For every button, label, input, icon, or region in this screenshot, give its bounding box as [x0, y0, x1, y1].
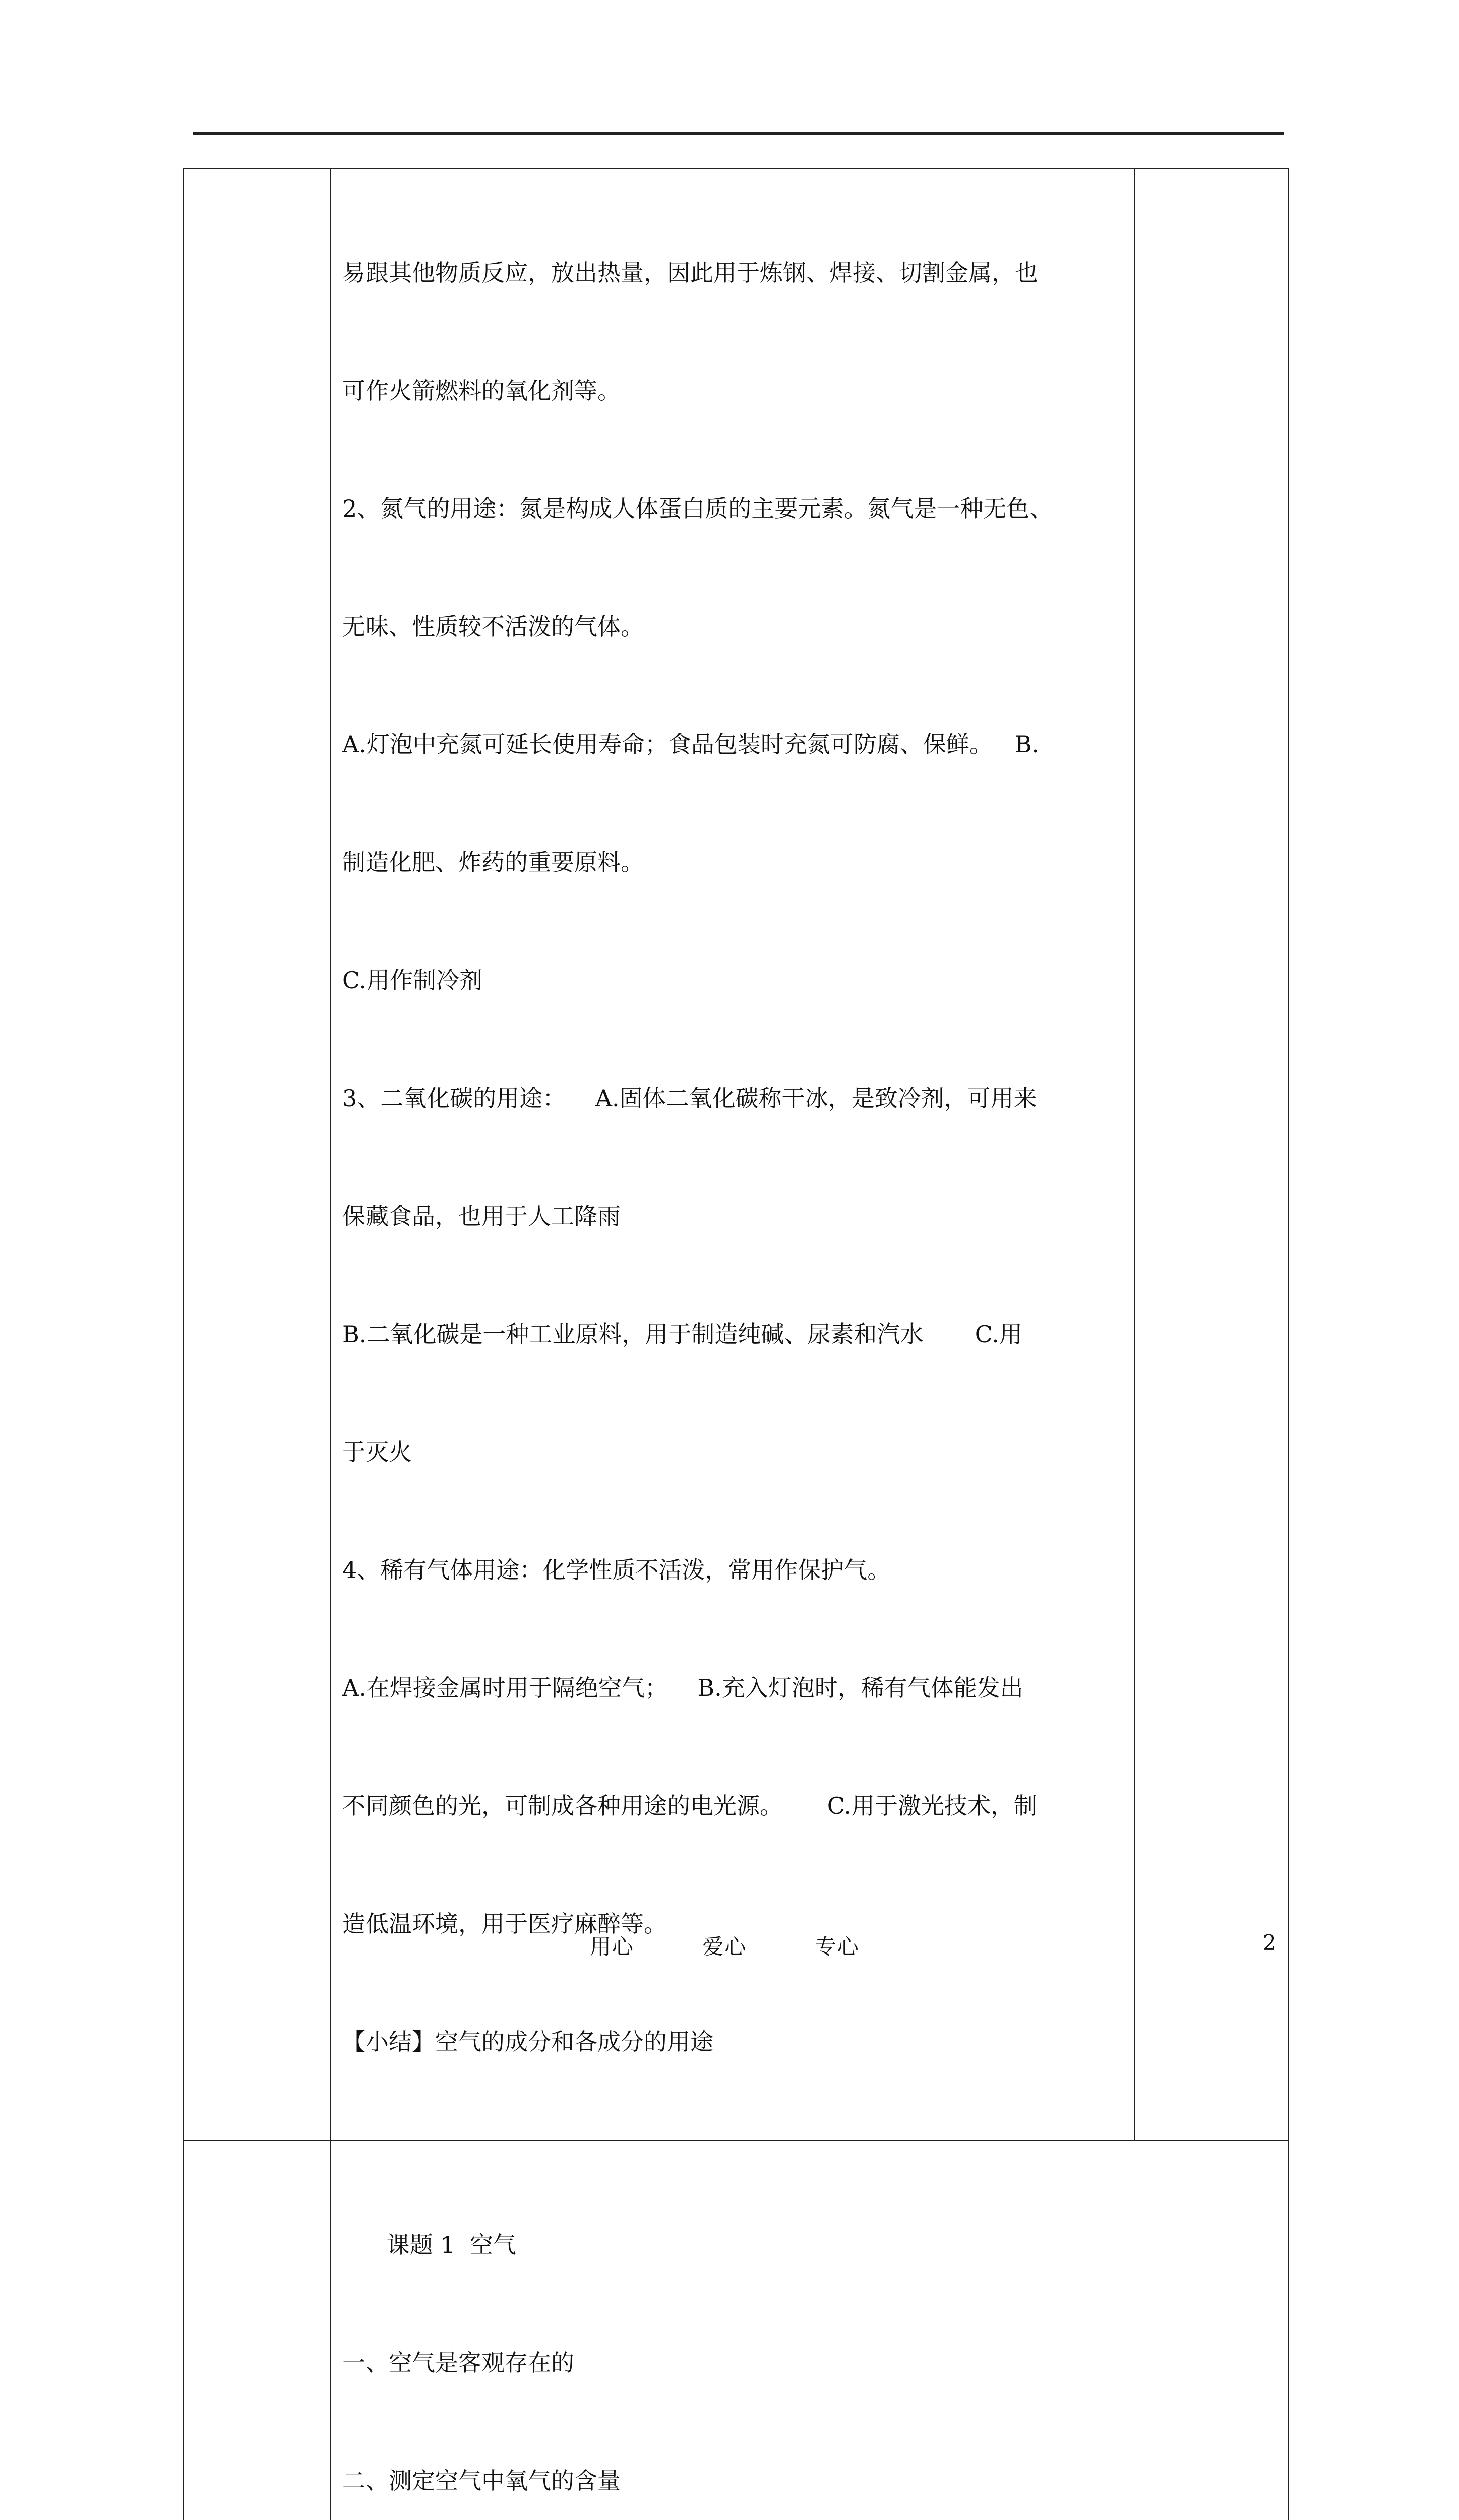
- content-line: B.二氧化碳是一种工业原料，用于制造纯碱、尿素和汽水 C.用: [342, 1314, 1125, 1354]
- side-notes-cell: [1135, 169, 1289, 2141]
- footer-item: 爱心: [702, 1934, 747, 1959]
- board-design-cell: [331, 2141, 1289, 2520]
- board-line: 二、测定空气中氧气的含量: [342, 2461, 1279, 2500]
- board-design-label: [184, 2141, 331, 2520]
- content-line: 3、二氧化碳的用途： A.固体二氧化碳称干冰，是致冷剂，可用来: [342, 1079, 1125, 1118]
- board-design-content: [331, 2141, 1288, 2520]
- board-line: 课题 1 空气: [342, 2225, 1279, 2264]
- board-design-row: [184, 2141, 1289, 2520]
- main-label-cell: [184, 169, 331, 2141]
- summary-line: 【小结】空气的成分和各成分的用途: [342, 2022, 1125, 2061]
- board-line: 一、空气是客观存在的: [342, 2343, 1279, 2382]
- content-line: 于灭火: [342, 1432, 1125, 1472]
- lesson-plan-table: [183, 168, 1289, 2520]
- content-line: 无味、性质较不活泼的气体。: [342, 607, 1125, 646]
- main-content-cell: [331, 169, 1135, 2141]
- content-line: A.灯泡中充氮可延长使用寿命；食品包装时充氮可防腐、保鲜。 B.: [342, 725, 1125, 764]
- content-line: 可作火箭燃料的氧化剂等。: [342, 371, 1125, 410]
- content-line: 2、氮气的用途：氮是构成人体蛋白质的主要元素。氮气是一种无色、: [342, 489, 1125, 528]
- content-line: 保藏食品，也用于人工降雨: [342, 1196, 1125, 1236]
- content-line: A.在焊接金属时用于隔绝空气； B.充入灯泡时，稀有气体能发出: [342, 1668, 1125, 1708]
- content-line: C.用作制冷剂: [342, 961, 1125, 1000]
- footer-item: 专心: [815, 1934, 860, 1959]
- main-content: [331, 169, 1134, 2140]
- footer-item: 用心: [590, 1934, 634, 1959]
- content-line: 易跟其他物质反应，放出热量，因此用于炼钢、焊接、切割金属，也: [342, 253, 1125, 292]
- content-line: 4、稀有气体用途：化学性质不活泼，常用作保护气。: [342, 1550, 1125, 1590]
- main-content-row: [184, 169, 1289, 2141]
- header-rule: [193, 132, 1284, 135]
- footer-motto: [590, 1930, 920, 1961]
- content-line: 不同颜色的光，可制成各种用途的电光源。 C.用于激光技术，制: [342, 1786, 1125, 1825]
- page-number: 2: [1263, 1930, 1276, 1955]
- content-line: 制造化肥、炸药的重要原料。: [342, 843, 1125, 882]
- content-line: 造低温环境，用于医疗麻醉等。: [342, 1904, 1125, 1943]
